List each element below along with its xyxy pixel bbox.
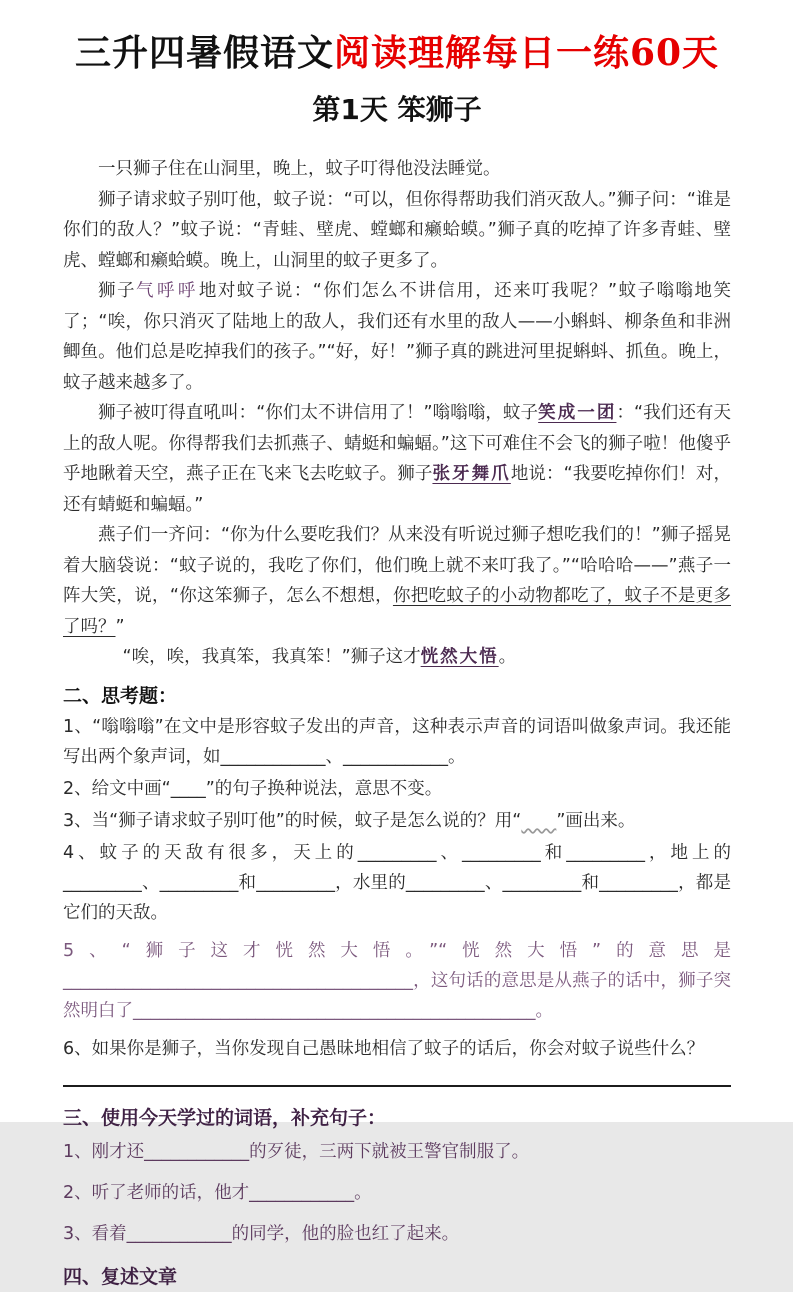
- story-text: 狮子被叮得直吼叫：“你们太不讲信用了！”嗡嗡嗡，蚊子: [98, 403, 539, 423]
- story-text: 地对蚊子说：“你们怎么不讲信用，还来叮我呢？”蚊子嗡嗡地笑了；“唉，你只消灭了陆地上的敌人，我们还有水里的敌人——小蝌蚪、柳条鱼和非洲鲫鱼。他们总是吃掉我们的孩子。”“好，好！”狮子真的跳进河里捉蝌蚪、抓鱼。晚上，蚊子越来越多了。: [63, 281, 732, 393]
- section3-heading: 三、使用今天学过的词语，补充句子：: [63, 1106, 387, 1129]
- story-text: 狮子请求蚊子别叮他，蚊子说：“可以，但你得帮助我们消灭敌人。”狮子问：“谁是你们的敌人？”蚊子说：“青蛙、壁虎、螳螂和癞蛤蟆。”狮子真的吃掉了许多青蛙、壁虎、螳螂和癞蛤蟆。晚上，山洞里的蚊子更多了。: [63, 189, 731, 271]
- story-text: 地说：“我要吃掉你们！对，还有蜻蜓和蝙蝠。”: [63, 464, 732, 515]
- section2-questions: [63, 711, 731, 1065]
- question-item: [63, 1033, 731, 1065]
- story-highlight: 张牙舞爪: [432, 464, 511, 484]
- story-paragraph: [63, 276, 731, 398]
- question-text: ”画出来。: [556, 810, 636, 831]
- story-text: ”: [115, 616, 125, 637]
- page-title-red-part: 阅读理解每日一练60天: [333, 32, 720, 74]
- story-text: 一只狮子住在山洞里，晚上，蚊子叮得他没法睡觉。: [98, 159, 501, 179]
- section4-heading: 四、复述文章: [63, 1265, 178, 1288]
- story-highlight: 你把吃蚊子的小动物都吃了，蚊子不是更多了吗？: [63, 586, 731, 637]
- story-text: 狮子: [98, 281, 136, 301]
- section3-items: [63, 1139, 731, 1247]
- story-text: 。: [498, 647, 517, 667]
- question-text: 2、给文中画“____”的句子换种说法，意思不变。: [63, 778, 443, 799]
- sentence-completion-item: 2、听了老师的话，他才____________。: [63, 1182, 372, 1203]
- sentence-completion-item: 3、看着____________的同学，他的脸也红了起来。: [63, 1223, 460, 1244]
- question-item: [63, 711, 731, 773]
- story-paragraph: [63, 154, 731, 185]
- section2-heading: 二、思考题：: [63, 684, 178, 707]
- question-item: [63, 837, 731, 929]
- question-text: 4、蚊子的天敌有很多，天上的_________、_________和_________，地上的_________、_________和_________，水里的_________、_________和_________，都是它们的天敌。: [63, 842, 731, 923]
- story-text: “唉，唉，我真笨，我真笨！”狮子这才: [122, 647, 421, 667]
- story-highlight: 气呼呼: [135, 281, 199, 301]
- question-text: 6、如果你是狮子，当你发现自己愚昧地相信了蚊子的话后，你会对蚊子说些什么？: [63, 1038, 705, 1059]
- story-highlight: 恍然大悟: [420, 647, 499, 667]
- page-title: [63, 30, 731, 76]
- story: [63, 154, 731, 673]
- question-text: 1、“嗡嗡嗡”在文中是形容蚊子发出的声音，这种表示声音的词语叫做象声词。我还能写出两个象声词，如____________、____________。: [63, 716, 731, 767]
- story-text: ：“我们还有天上的敌人呢。你得帮我们去抓燕子、蜻蜓和蝙蝠。”这下可难住不会飞的狮子啦！他傻乎乎地瞅着天空，燕子正在飞来飞去吃蚊子。狮子: [63, 403, 731, 484]
- story-paragraph: [63, 642, 731, 673]
- section-divider: [63, 1085, 731, 1087]
- question-item: [63, 935, 731, 1027]
- story-paragraph: [63, 520, 731, 642]
- lesson-subtitle: 第1天 笨狮子: [312, 93, 482, 126]
- story-paragraph: [63, 398, 731, 520]
- sentence-completion-item: 1、刚才还____________的歹徒，三两下就被王警官制服了。: [63, 1141, 530, 1162]
- question-text: 3、当“狮子请求蚊子别叮他”的时候，蚊子是怎么说的？用“: [63, 810, 522, 831]
- story-highlight: 笑成一团: [538, 403, 617, 423]
- question-highlight: [521, 811, 556, 831]
- story-text: 燕子们一齐问：“你为什么要吃我们？从来没有听说过狮子想吃我们的！”狮子摇晃着大脑袋说：“蚊子说的，我吃了你们，他们晚上就不来叮我了。”“哈哈哈——”燕子一阵大笑，说，“你这笨狮子，怎么不想想，: [63, 525, 731, 606]
- question-text: 5、“狮子这才恍然大悟。”“恍然大悟”的意思是________________________________________，这句话的意思是从燕子的话中，狮子突然明白了______________________________________________。: [63, 940, 731, 1021]
- page-title-black-part: 三升四暑假语文: [74, 32, 334, 74]
- question-item: [63, 805, 731, 837]
- story-paragraph: [63, 185, 731, 277]
- question-item: [63, 773, 731, 805]
